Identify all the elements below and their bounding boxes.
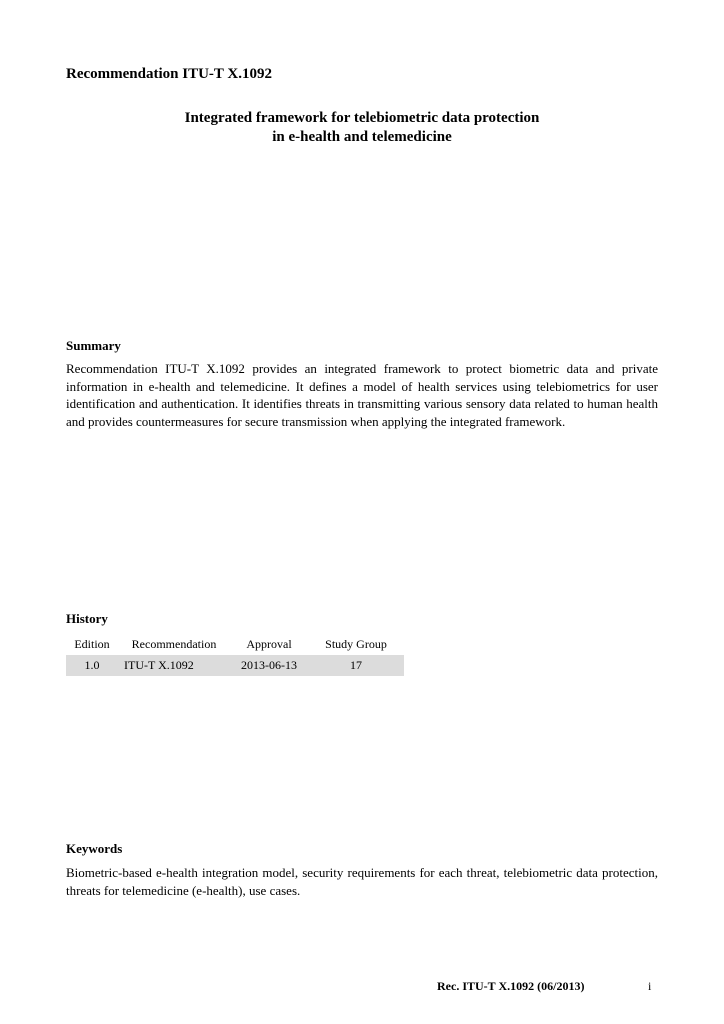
cell-study-group: 17: [308, 655, 404, 676]
table-row: [66, 655, 404, 676]
document-title: [0, 109, 724, 147]
column-header-recommendation: Recommendation: [131, 637, 217, 651]
cell-approval: 2013-06-13: [230, 655, 308, 676]
history-header-row: [66, 634, 404, 655]
footer-page-number: i: [648, 979, 652, 993]
history-heading: History: [66, 611, 108, 626]
summary-heading: Summary: [66, 338, 121, 353]
summary-text: Recommendation ITU-T X.1092 provides an integrated framework to protect biometric data and private information in e-health and telemedicine. It defines a model of health services using telebiometrics for user identification and authentication. It identifies threats in transmitting various sensory data related to human health and provides countermeasures for secure transmission when applying the integrated framework.: [66, 361, 658, 429]
title-line-1: Integrated framework for telebiometric data protection: [184, 110, 540, 126]
keywords-heading: Keywords: [66, 841, 123, 856]
recommendation-number: Recommendation ITU-T X.1092: [66, 66, 272, 82]
column-header-edition: Edition: [74, 637, 110, 651]
cell-edition: 1.0: [66, 655, 118, 676]
column-header-approval: Approval: [246, 637, 292, 651]
column-header-study-group: Study Group: [325, 637, 387, 651]
history-table: [66, 634, 404, 676]
keywords-text: Biometric-based e-health integration model, security requirements for each threat, telebiometric data protection, threats for telemedicine (e-health), use cases.: [66, 865, 658, 898]
footer-reference: Rec. ITU-T X.1092 (06/2013): [437, 979, 585, 993]
cell-recommendation-link[interactable]: ITU-T X.1092: [118, 655, 230, 676]
title-line-2: in e-health and telemedicine: [272, 129, 452, 145]
